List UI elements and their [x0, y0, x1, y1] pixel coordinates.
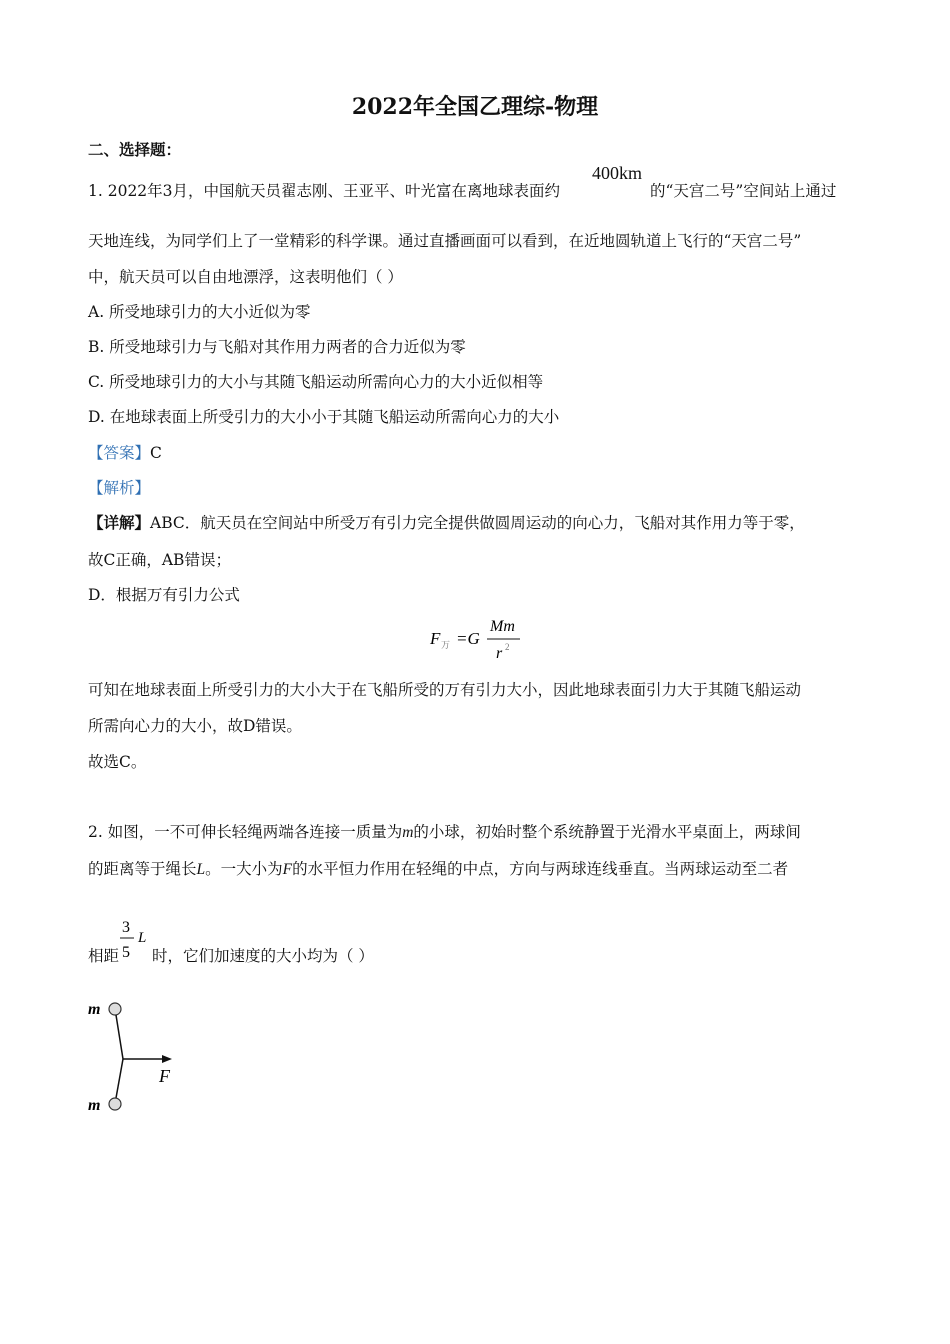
q1-detail-4: 可知在地球表面上所受引力的大小大于在飞船所受的万有引力大小，因此地球表面引力大于其随飞船运动 [88, 681, 802, 699]
frac-numerator: 3 [122, 919, 130, 936]
frac-L: L [138, 930, 147, 946]
formula-subscript: 万 [441, 641, 451, 651]
q2-force-symbol: F [282, 861, 293, 878]
q1-detail-3: D．根据万有引力公式 [88, 586, 240, 604]
bottom-mass-label: m [88, 1097, 101, 1114]
q2-length-symbol: L [196, 861, 206, 878]
q1-conclusion: 故选C。 [88, 753, 147, 771]
bottom-ball [109, 1098, 121, 1110]
q1-distance: 400km [592, 163, 643, 183]
section-heading: 二、选择题： [88, 140, 182, 159]
q1-option-b: B. 所受地球引力与飞船对其作用力两者的合力近似为零 [88, 338, 466, 356]
page-title: 2022年全国乙理综-物理 [351, 94, 599, 120]
upper-rope [116, 1015, 123, 1059]
formula-eq: =G [456, 629, 480, 648]
formula-denominator: r [496, 645, 503, 662]
analysis-tag: 【解析】 [88, 479, 151, 497]
q1-line-1b: 的“天宫二号”空间站上通过 [650, 182, 837, 200]
answer-value: C [150, 444, 162, 462]
rope-force-diagram [82, 994, 192, 1124]
q1-option-a: A. 所受地球引力的大小近似为零 [88, 303, 311, 321]
q2-line-2a: 的距离等于绳长 [88, 860, 197, 878]
top-mass-label: m [88, 1001, 101, 1018]
q1-line-1a: 1. 2022年3月，中国航天员翟志刚、王亚平、叶光富在离地球表面约 [88, 182, 561, 200]
top-ball [109, 1003, 121, 1015]
q2-line-1b: 的小球，初始时整个系统静置于光滑水平桌面上，两球间 [413, 823, 801, 841]
detail-tag: 【详解】 [88, 513, 151, 532]
q1-detail-5: 所需向心力的大小，故D错误。 [88, 717, 302, 735]
q1-answer [88, 441, 162, 463]
q1-option-c: C. 所受地球引力的大小与其随飞船运动所需向心力的大小近似相等 [88, 373, 544, 391]
q1-detail-1 [88, 511, 805, 533]
force-label: F [159, 1066, 170, 1086]
formula-exponent: 2 [505, 642, 510, 652]
answer-tag: 【答案】 [88, 444, 151, 462]
q1-option-d: D. 在地球表面上所受引力的大小小于其随飞船运动所需向心力的大小 [88, 408, 560, 426]
formula-lhs: F [430, 629, 441, 648]
lower-rope [116, 1059, 123, 1098]
formula-numerator: Mm [490, 618, 515, 635]
frac-denominator: 5 [122, 944, 130, 961]
q1-line-2: 天地连线，为同学们上了一堂精彩的科学课。通过直播画面可以看到，在近地圆轨道上飞行的“天宫二号” [88, 232, 802, 250]
force-arrow-head [162, 1055, 172, 1063]
q2-line-3b: 时，它们加速度的大小均为（ ） [152, 947, 374, 965]
q2-line-2 [88, 857, 788, 879]
detail-text-1: ABC．航天员在空间站中所受万有引力完全提供做圆周运动的向心力，飞船对其作用力等于零， [150, 514, 805, 532]
q1-line-3: 中，航天员可以自由地漂浮，这表明他们（ ） [88, 268, 403, 286]
q2-line-3a: 相距 [88, 947, 120, 965]
q2-line-1a: 2. 如图，一不可伸长轻绳两端各连接一质量为 [88, 823, 403, 841]
gravitation-formula [428, 612, 538, 664]
q2-mass-symbol: m [402, 824, 414, 841]
q2-line-1 [88, 820, 801, 842]
q2-line-2c: 的水平恒力作用在轻绳的中点，方向与两球连线垂直。当两球运动至二者 [292, 860, 789, 878]
q2-line-2b: 。一大小为 [205, 860, 283, 878]
three-fifths-L [116, 914, 156, 964]
q1-detail-2: 故C正确，AB错误； [88, 551, 231, 569]
